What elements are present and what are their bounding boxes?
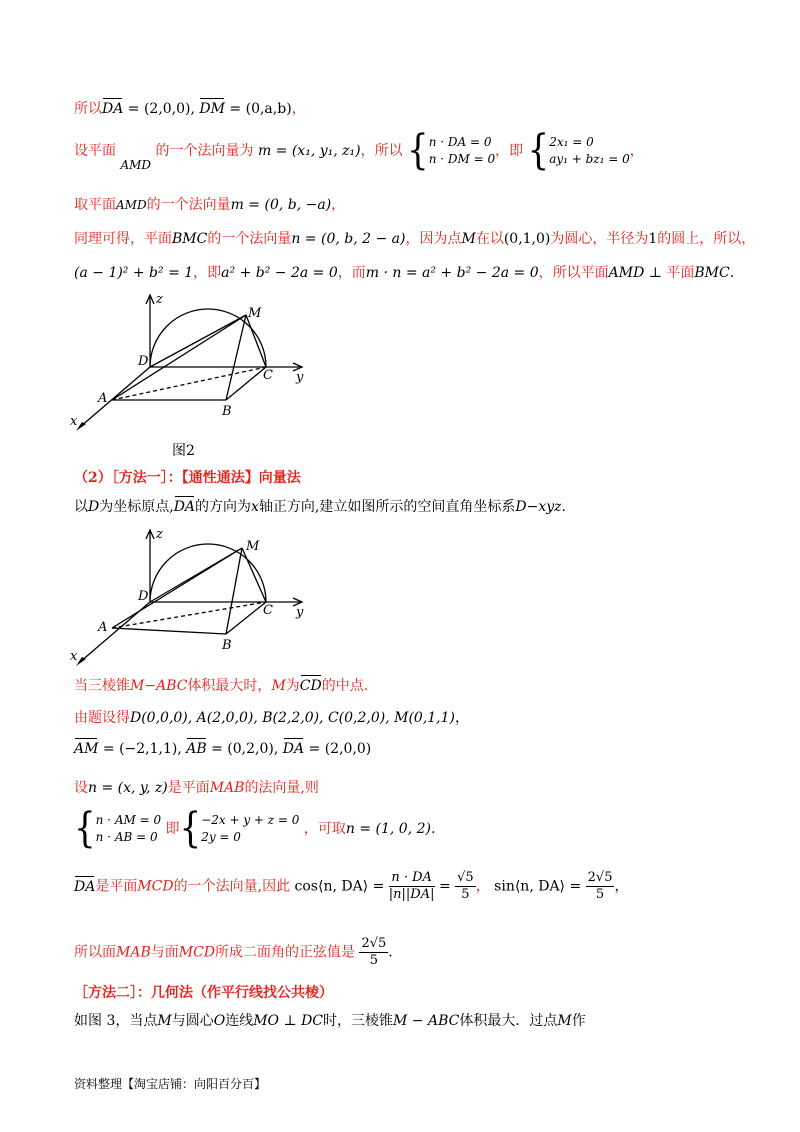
tetra: M − ABC [393, 1013, 460, 1029]
figure-caption: 图2 [172, 443, 195, 459]
text: . [388, 944, 393, 961]
line-vectors [74, 741, 371, 757]
text: 的一个法向量,因此 [173, 878, 291, 895]
vector-da: DA [102, 101, 124, 117]
point-m: M [461, 231, 476, 247]
text: ，而 [337, 265, 366, 281]
text: 为圆心，半径为 [550, 231, 649, 247]
brace-icon: { [407, 127, 429, 175]
text: 的中点. [321, 678, 369, 694]
axis-x: x [251, 499, 259, 515]
plane-bmc: BMC [694, 265, 730, 281]
text: 的法向量,则 [244, 780, 319, 796]
fraction [389, 870, 435, 903]
eq: n · DA = 0 [428, 135, 492, 149]
coord-system: D−xyz [515, 499, 562, 515]
eq: n · DM = 0 [428, 152, 496, 166]
line-cos-sin [74, 870, 628, 903]
text: . [561, 499, 566, 515]
line-take-normal [74, 194, 345, 214]
eq: −2x + y + z = 0 [201, 813, 300, 827]
eq: ay₁ + bz₁ = 0 [549, 152, 630, 166]
plane-amd: AMD [120, 158, 152, 172]
expr: = (−2,1,1), [98, 741, 187, 757]
plane-mcd: MCD [137, 878, 174, 895]
text: 由题设得 [74, 710, 130, 726]
text: 体积最大．过点 [459, 1013, 558, 1029]
text: 即 [165, 821, 180, 837]
vector-da: DA [282, 741, 305, 757]
denominator: 5 [369, 953, 379, 968]
cos-expr: cos⟨n, DA⟩ = [294, 878, 385, 895]
geometry-figure [70, 520, 330, 670]
text: 平面 [666, 265, 695, 281]
arc-cd: CD [299, 678, 322, 694]
label-y: y [296, 370, 304, 385]
fraction [359, 936, 388, 969]
text: 设平面 [74, 143, 116, 159]
text: 如图 3，当点 [74, 1013, 158, 1029]
line-coordinates [74, 707, 469, 727]
text: 为坐标原点, [99, 499, 174, 515]
label-z: z [156, 527, 163, 542]
label-z: z [156, 292, 163, 307]
label-x: x [70, 414, 78, 429]
text: 与面 [150, 944, 179, 961]
label-c: C [263, 368, 273, 383]
text: 所以面 [74, 944, 116, 961]
label-a: A [98, 391, 108, 406]
text: 同理可得，平面 [74, 231, 172, 247]
line-normal-bmc [74, 228, 755, 248]
numerator: 2√5 [587, 870, 613, 885]
plane-amd: AMD [116, 198, 147, 212]
brace-icon: { [74, 805, 96, 853]
perp-symbol: ⊥ [644, 265, 667, 281]
text: ， [629, 143, 644, 159]
text: 设 [74, 780, 88, 796]
system-1 [429, 134, 495, 168]
denominator: 5 [461, 887, 470, 902]
numerator: 2√5 [361, 936, 387, 951]
expr: m · n = a² + b² − 2a = 0 [365, 265, 539, 281]
line-figure-3 [74, 1010, 586, 1030]
system-4 [201, 812, 299, 846]
text: ，即 [495, 143, 524, 159]
text: 所成二面角的正弦值是 [215, 944, 356, 961]
point-m: M [271, 678, 286, 694]
text: ， [331, 197, 346, 213]
footer-source: 资料整理【淘宝店铺：向阳百分百】 [74, 1077, 267, 1091]
vector-am: AM [74, 741, 99, 757]
section-method-1: （2）［方法一］：【通性通法】向量法 [74, 470, 301, 486]
vector-ab: AB [186, 741, 207, 757]
label-b: B [222, 404, 232, 419]
fraction [586, 870, 615, 903]
label-x: x [70, 649, 78, 664]
text: 在以 [475, 231, 504, 247]
text: ， [291, 101, 306, 117]
text: 轴正方向,建立如图所示的空间直角坐标系 [258, 499, 516, 515]
line-conclusion-perp [74, 262, 734, 282]
line-sine-value [74, 936, 393, 969]
label-b: B [222, 638, 232, 653]
expr: (0,1,0) [503, 231, 551, 247]
line-system-solve [74, 805, 436, 853]
expr: = (2,0,0) [304, 741, 372, 757]
label-m: M [246, 539, 260, 554]
text: 是平面 [95, 878, 138, 895]
numerator: n · DA [389, 870, 435, 887]
expr: = (2,0,0), [123, 101, 200, 117]
text: 的圆上，所以， [657, 231, 756, 247]
expr-m: m = (x₁, y₁, z₁) [257, 143, 361, 159]
plane-mab: MAB [116, 944, 151, 961]
point-o: O [213, 1013, 226, 1029]
text: 作 [571, 1013, 586, 1029]
eq: n · AB = 0 [95, 830, 158, 844]
text: 体积最大时， [187, 678, 272, 694]
vector-dm: DM [199, 101, 225, 117]
expr: MO ⊥ DC [253, 1013, 324, 1029]
plane-mab: MAB [209, 780, 245, 796]
text: 当三棱锥 [74, 678, 130, 694]
line-coordinate-system [74, 496, 566, 516]
text: 是平面 [167, 780, 210, 796]
text: 的一个法向量 [146, 197, 231, 213]
text: 为 [285, 678, 300, 694]
expr: m = (0, b, −a) [230, 197, 332, 213]
text: 连线 [225, 1013, 254, 1029]
section-method-2: ［方法二］：几何法（作平行线找公共棱） [74, 985, 333, 1001]
fraction [455, 870, 476, 903]
plane-bmc: BMC [172, 231, 208, 247]
geometry-figure-2 [70, 285, 330, 435]
line-max-volume [74, 675, 368, 695]
numerator: √5 [457, 870, 474, 885]
denominator: 5 [595, 887, 605, 902]
plane-amd: AMD [608, 265, 645, 281]
label-m: M [248, 306, 262, 321]
expr: (a − 1)² + b² = 1 [74, 265, 194, 281]
expr: D(0,0,0), A(2,0,0), B(2,2,0), C(0,2,0), M(0,1,1) [130, 710, 456, 726]
brace-icon: { [527, 127, 550, 175]
label-c: C [263, 603, 273, 618]
sin-expr: sin⟨n, DA⟩ = [494, 878, 582, 895]
vector-da: DA [173, 499, 196, 515]
point-d: D [88, 499, 100, 515]
expr: = (0,a,b) [224, 101, 292, 117]
text: 取平面 [74, 197, 116, 213]
line-normal-mab [74, 777, 319, 797]
text: . [729, 265, 735, 281]
label-y: y [296, 605, 304, 620]
radius: 1 [648, 231, 658, 247]
text: . [430, 821, 436, 837]
line-da-dm [74, 98, 306, 118]
text: ，可取 [303, 821, 346, 837]
point-m: M [557, 1013, 572, 1029]
expr: n = (0, b, 2 − a) [291, 231, 406, 247]
expr: n = (1, 0, 2) [345, 821, 431, 837]
brace-icon: { [179, 805, 202, 853]
plane-mcd: MCD [178, 944, 216, 961]
expr: = (0,2,0), [206, 741, 283, 757]
text: 的一个法向量 [207, 231, 292, 247]
text: ， [614, 878, 629, 895]
text: 所以 [74, 101, 102, 117]
text: ，所以平面 [538, 265, 609, 281]
eq: 2x₁ = 0 [549, 135, 594, 149]
text: ， [475, 878, 490, 895]
point-m: M [157, 1013, 172, 1029]
expr: a² + b² − 2a = 0 [221, 265, 338, 281]
vector-da: DA [74, 878, 96, 895]
text: 以 [74, 499, 88, 515]
text: ，因为点 [405, 231, 462, 247]
text: 与圆心 [171, 1013, 214, 1029]
label-a: A [98, 620, 108, 635]
system-3 [96, 812, 161, 846]
text: ，所以 [360, 143, 403, 159]
system-2 [549, 134, 630, 168]
tetra: M−ABC [130, 678, 188, 694]
eq: n · AM = 0 [95, 813, 162, 827]
label-d: D [138, 589, 149, 604]
text: ， [455, 710, 470, 726]
eq: 2y = 0 [201, 830, 241, 844]
text: ，即 [193, 265, 222, 281]
text: 的方向为 [195, 499, 252, 515]
text: 时，三棱锥 [323, 1013, 394, 1029]
line-normal-amd [74, 127, 644, 175]
expr: n = (x, y, z) [88, 780, 168, 796]
label-d: D [138, 354, 149, 369]
eq-sign: = [434, 878, 456, 895]
denominator: |n||DA| [388, 887, 435, 902]
text: 的一个法向量为 [155, 143, 254, 159]
